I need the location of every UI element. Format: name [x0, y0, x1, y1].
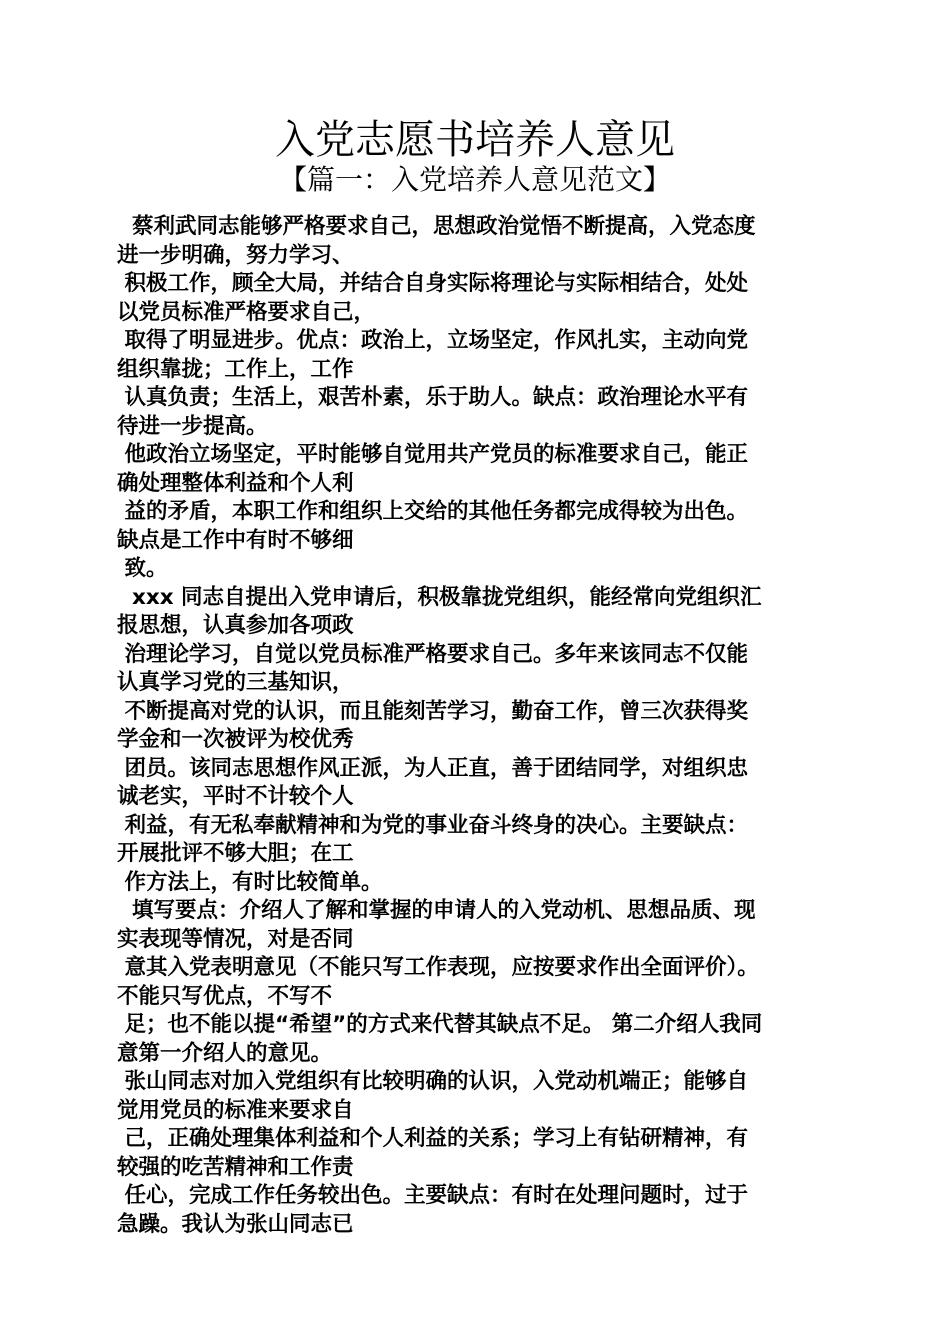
body-text-line: 益的矛盾，本职工作和组织上交给的其他任务都完成得较为出色。 — [117, 499, 748, 524]
body-text-line: 不能只写优点，不写不 — [117, 983, 333, 1009]
body-text-line: 确处理整体利益和个人利 — [117, 470, 354, 496]
body-text-line: 不断提高对党的认识，而且能刻苦学习，勤奋工作，曾三次获得奖 — [117, 698, 748, 724]
body-text-line: 填写要点：介绍人了解和掌握的申请人的入党动机、思想品质、现 — [117, 898, 756, 923]
body-text-line: 待进一步提高。 — [117, 413, 268, 439]
body-text-line: xxx 同志自提出入党申请后，积极靠拢党组织，能经常向党组织汇 — [117, 584, 762, 610]
document-subtitle: 【篇一：入党培养人意见范文】 — [278, 163, 671, 196]
body-text-line: 以党员标准严格要求自己， — [117, 299, 376, 325]
body-text-line: 己，正确处理集体利益和个人利益的关系；学习上有钻研精神，有 — [117, 1126, 748, 1151]
body-text-line: 张山同志对加入党组织有比较明确的认识，入党动机端正；能够自 — [117, 1069, 748, 1094]
body-text-line: 组织靠拢；工作上，工作 — [117, 356, 354, 382]
body-text-line: 积极工作，顾全大局，并结合自身实际将理论与实际相结合，处处 — [117, 271, 748, 296]
body-text-line: 意其入党表明意见（不能只写工作表现，应按要求作出全面评价）。 — [117, 955, 759, 980]
body-text-line: 开展批评不够大胆；在工 — [117, 841, 354, 866]
body-text-line: 他政治立场坚定，平时能够自觉用共产党员的标准要求自己，能正 — [117, 442, 748, 467]
body-text-line: 缺点是工作中有时不够细 — [117, 527, 354, 553]
body-text-line: 认真学习党的三基知识， — [117, 670, 354, 695]
body-text-line: 治理论学习，自觉以党员标准严格要求自己。多年来该同志不仅能 — [117, 641, 748, 667]
body-text-line: 致。 — [117, 556, 168, 581]
body-text-line: 觉用党员的标准来要求自 — [117, 1097, 354, 1123]
body-text-line: 足；也不能以提“希望”的方式来代替其缺点不足。 第二介绍人我同 — [117, 1012, 763, 1037]
body-text-line: 进一步明确，努力学习、 — [117, 242, 354, 268]
body-text-line: 作方法上，有时比较简单。 — [117, 869, 383, 895]
body-text-line: 实表现等情况，对是否同 — [117, 926, 354, 952]
body-text-line: 急躁。我认为张山同志已 — [117, 1211, 354, 1237]
body-text-line: 认真负责；生活上，艰苦朴素，乐于助人。缺点：政治理论水平有 — [117, 385, 748, 410]
body-text-line: 意第一介绍人的意见。 — [117, 1040, 333, 1066]
body-text-line: 任心，完成工作任务较出色。主要缺点：有时在处理问题时，过于 — [117, 1183, 748, 1208]
body-text-line: 取得了明显进步。优点：政治上，立场坚定，作风扎实，主动向党 — [117, 328, 748, 353]
body-text-line: 诚老实，平时不计较个人 — [117, 784, 354, 809]
body-text-line: 蔡利武同志能够严格要求自己，思想政治觉悟不断提高，入党态度 — [117, 214, 756, 239]
body-text-line: 较强的吃苦精神和工作责 — [117, 1154, 354, 1180]
body-text-line: 学金和一次被评为校优秀 — [117, 727, 354, 752]
body-text-line: 利益，有无私奉献精神和为党的事业奋斗终身的决心。主要缺点： — [117, 812, 748, 838]
document-title: 入党志愿书培养人意见 — [275, 117, 675, 163]
body-text-line: 团员。该同志思想作风正派，为人正直，善于团结同学，对组织忠 — [117, 755, 748, 781]
body-text-line: 报思想，认真参加各项政 — [117, 613, 354, 638]
document-body — [117, 213, 832, 1239]
